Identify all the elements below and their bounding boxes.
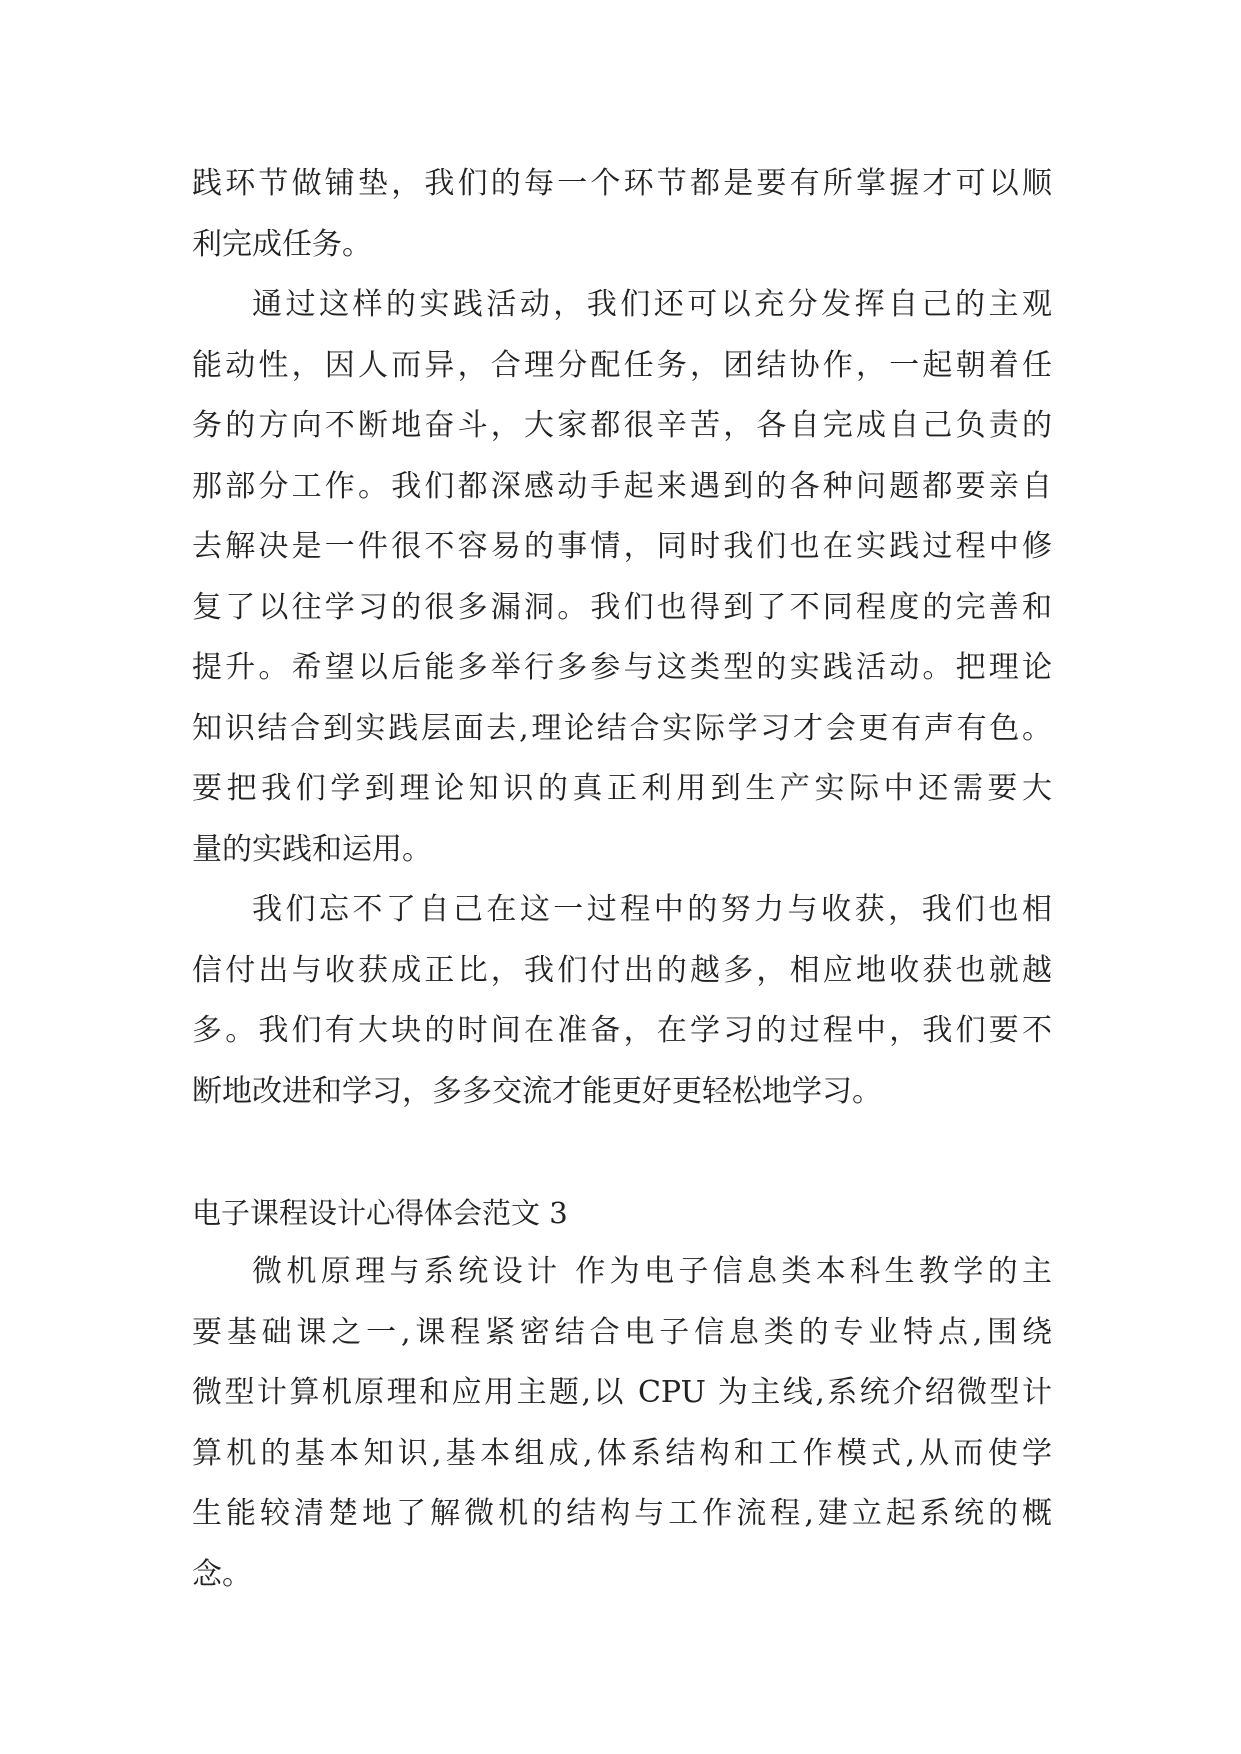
paragraph-microcomputer-course <box>192 1242 1052 1605</box>
text-line: 务的方向不断地奋斗，大家都很辛苦，各自完成自己负责的 <box>192 408 1052 443</box>
text-line: 算机的基本知识,基本组成,体系结构和工作模式,从而使学 <box>192 1435 1052 1471</box>
text-line: 去解决是一件很不容易的事情，同时我们也在实践过程中修 <box>192 529 1052 564</box>
text-line: 信付出与收获成正比，我们付出的越多，相应地收获也就越 <box>192 952 1052 988</box>
paragraph-practice-prep <box>192 154 1052 275</box>
text-line: 践环节做铺垫，我们的每一个环节都是要有所掌握才可以顺 <box>192 166 1052 201</box>
paragraph-practice-activity <box>192 275 1052 880</box>
text-line: 微型计算机原理和应用主题,以 CPU 为主线,系统介绍微型计 <box>192 1375 1052 1410</box>
section-title: 电子课程设计心得体会范文 3 <box>192 1196 568 1230</box>
text-line: 我们忘不了自己在这一过程中的努力与收获，我们也相 <box>252 892 1052 927</box>
text-line: 那部分工作。我们都深感动手起来遇到的各种问题都要亲自 <box>192 468 1052 504</box>
text-line: 能动性，因人而异，合理分配任务，团结协作，一起朝着任 <box>192 347 1052 383</box>
document-body <box>192 154 1052 1605</box>
text-line: 利完成任务。 <box>192 226 372 262</box>
text-line: 知识结合到实践层面去,理论结合实际学习才会更有声有色。 <box>192 710 1052 746</box>
text-line: 通过这样的实践活动，我们还可以充分发挥自己的主观 <box>252 287 1052 322</box>
paragraph-effort-reward <box>192 880 1052 1122</box>
text-line: 生能较清楚地了解微机的结构与工作流程,建立起系统的概 <box>192 1496 1052 1531</box>
text-line: 念。 <box>192 1556 252 1592</box>
text-line: 要基础课之一,课程紧密结合电子信息类的专业特点,围绕 <box>192 1314 1052 1350</box>
text-line: 微机原理与系统设计 作为电子信息类本科生教学的主 <box>252 1254 1052 1289</box>
text-line: 多。我们有大块的时间在准备，在学习的过程中，我们要不 <box>192 1013 1052 1048</box>
text-line: 要把我们学到理论知识的真正利用到生产实际中还需要大 <box>192 771 1052 806</box>
text-line: 提升。希望以后能多举行多参与这类型的实践活动。把理论 <box>192 650 1052 685</box>
text-line: 量的实践和运用。 <box>192 831 432 867</box>
text-line: 断地改进和学习，多多交流才能更好更轻松地学习。 <box>192 1073 882 1109</box>
text-line: 复了以往学习的很多漏洞。我们也得到了不同程度的完善和 <box>192 589 1052 625</box>
